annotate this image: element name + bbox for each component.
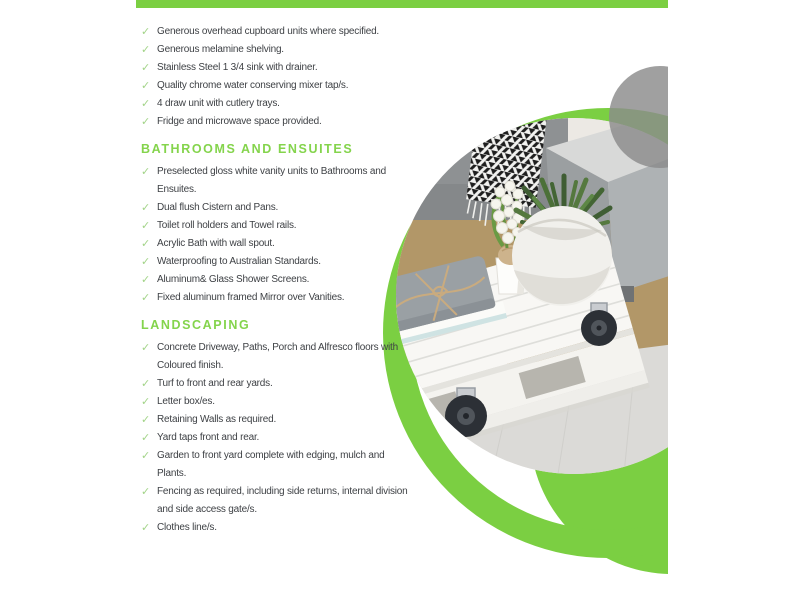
item-text-line: Concrete Driveway, Paths, Porch and Alfresco floors with [157, 342, 398, 353]
checklist-item [141, 375, 411, 393]
check-icon: ✓ [141, 486, 151, 498]
item-text-line: Aluminum& Glass Shower Screens. [157, 274, 310, 285]
item-text-line: 4 draw unit with cutlery trays. [157, 98, 280, 109]
check-icon: ✓ [141, 202, 151, 214]
item-text-line: and side access gate/s. [157, 504, 257, 515]
checklist-item [141, 253, 411, 271]
check-icon: ✓ [141, 166, 151, 178]
check-icon: ✓ [141, 238, 151, 250]
checklist-item [141, 271, 411, 289]
item-text-line: Preselected gloss white vanity units to Bathrooms and [157, 166, 386, 177]
check-icon: ✓ [141, 378, 151, 390]
item-text [157, 253, 411, 271]
item-text-line: Dual flush Cistern and Pans. [157, 202, 279, 213]
section-items [141, 339, 411, 537]
item-text-line: Generous overhead cupboard units where specified. [157, 26, 380, 37]
checklist-item [141, 447, 411, 483]
item-text [157, 41, 411, 59]
item-text [157, 483, 411, 519]
checklist-item [141, 519, 411, 537]
item-text [157, 375, 411, 393]
item-text-line: Garden to front yard complete with edging, mulch and [157, 450, 385, 461]
item-text [157, 339, 411, 375]
item-text [157, 429, 411, 447]
checklist-item [141, 411, 411, 429]
item-text-line: Plants. [157, 468, 187, 479]
check-icon: ✓ [141, 62, 151, 74]
checklist-item [141, 199, 411, 217]
check-icon: ✓ [141, 80, 151, 92]
item-text-line: Fixed aluminum framed Mirror over Vanities. [157, 292, 345, 303]
check-icon: ✓ [141, 450, 151, 462]
checklist-item [141, 95, 411, 113]
checklist-item [141, 393, 411, 411]
item-text [157, 199, 411, 217]
check-icon: ✓ [141, 414, 151, 426]
checklist-item [141, 113, 411, 131]
item-text [157, 59, 411, 77]
item-text [157, 519, 411, 537]
section-items [141, 163, 411, 307]
item-text [157, 411, 411, 429]
check-icon: ✓ [141, 432, 151, 444]
checklist-item [141, 483, 411, 519]
item-text [157, 77, 411, 95]
checklist-item [141, 163, 411, 199]
item-text [157, 217, 411, 235]
checklist-item [141, 41, 411, 59]
top-accent-bar [136, 0, 668, 8]
item-text-line: Fencing as required, including side returns, internal division [157, 486, 408, 497]
check-icon: ✓ [141, 98, 151, 110]
item-text-line: Generous melamine shelving. [157, 44, 284, 55]
item-text-line: Yard taps front and rear. [157, 432, 260, 443]
item-text [157, 95, 411, 113]
checklist [141, 23, 411, 537]
lifestyle-photo [396, 118, 668, 474]
section-items [141, 23, 411, 131]
item-text [157, 393, 411, 411]
item-text-line: Ensuites. [157, 184, 197, 195]
item-text-line: Quality chrome water conserving mixer tap/s. [157, 80, 349, 91]
checklist-item [141, 429, 411, 447]
item-text [157, 23, 411, 41]
check-icon: ✓ [141, 274, 151, 286]
item-text-line: Stainless Steel 1 3/4 sink with drainer. [157, 62, 318, 73]
item-text-line: Fridge and microwave space provided. [157, 116, 322, 127]
checklist-item [141, 59, 411, 77]
section-heading: LANDSCAPING [141, 318, 251, 332]
item-text [157, 113, 411, 131]
checklist-item [141, 77, 411, 95]
section-heading: BATHROOMS AND ENSUITES [141, 142, 354, 156]
item-text-line: Acrylic Bath with wall spout. [157, 238, 275, 249]
checklist-item [141, 23, 411, 41]
item-text-line: Clothes line/s. [157, 522, 217, 533]
checklist-item [141, 339, 411, 375]
item-text [157, 447, 411, 483]
item-text-line: Retaining Walls as required. [157, 414, 277, 425]
item-text-line: Letter box/es. [157, 396, 215, 407]
checklist-item [141, 235, 411, 253]
item-text-line: Coloured finish. [157, 360, 224, 371]
check-icon: ✓ [141, 44, 151, 56]
checklist-item [141, 217, 411, 235]
item-text [157, 163, 411, 199]
checklist-section [141, 142, 411, 307]
check-icon: ✓ [141, 116, 151, 128]
check-icon: ✓ [141, 396, 151, 408]
item-text [157, 271, 411, 289]
photo-scene [396, 118, 668, 474]
check-icon: ✓ [141, 26, 151, 38]
item-text-line: Waterproofing to Australian Standards. [157, 256, 321, 267]
check-icon: ✓ [141, 220, 151, 232]
check-icon: ✓ [141, 342, 151, 354]
item-text [157, 235, 411, 253]
item-text [157, 289, 411, 307]
checklist-section [141, 318, 411, 537]
check-icon: ✓ [141, 256, 151, 268]
check-icon: ✓ [141, 522, 151, 534]
item-text-line: Turf to front and rear yards. [157, 378, 273, 389]
checklist-item [141, 289, 411, 307]
check-icon: ✓ [141, 292, 151, 304]
item-text-line: Toilet roll holders and Towel rails. [157, 220, 297, 231]
checklist-section [141, 23, 411, 131]
